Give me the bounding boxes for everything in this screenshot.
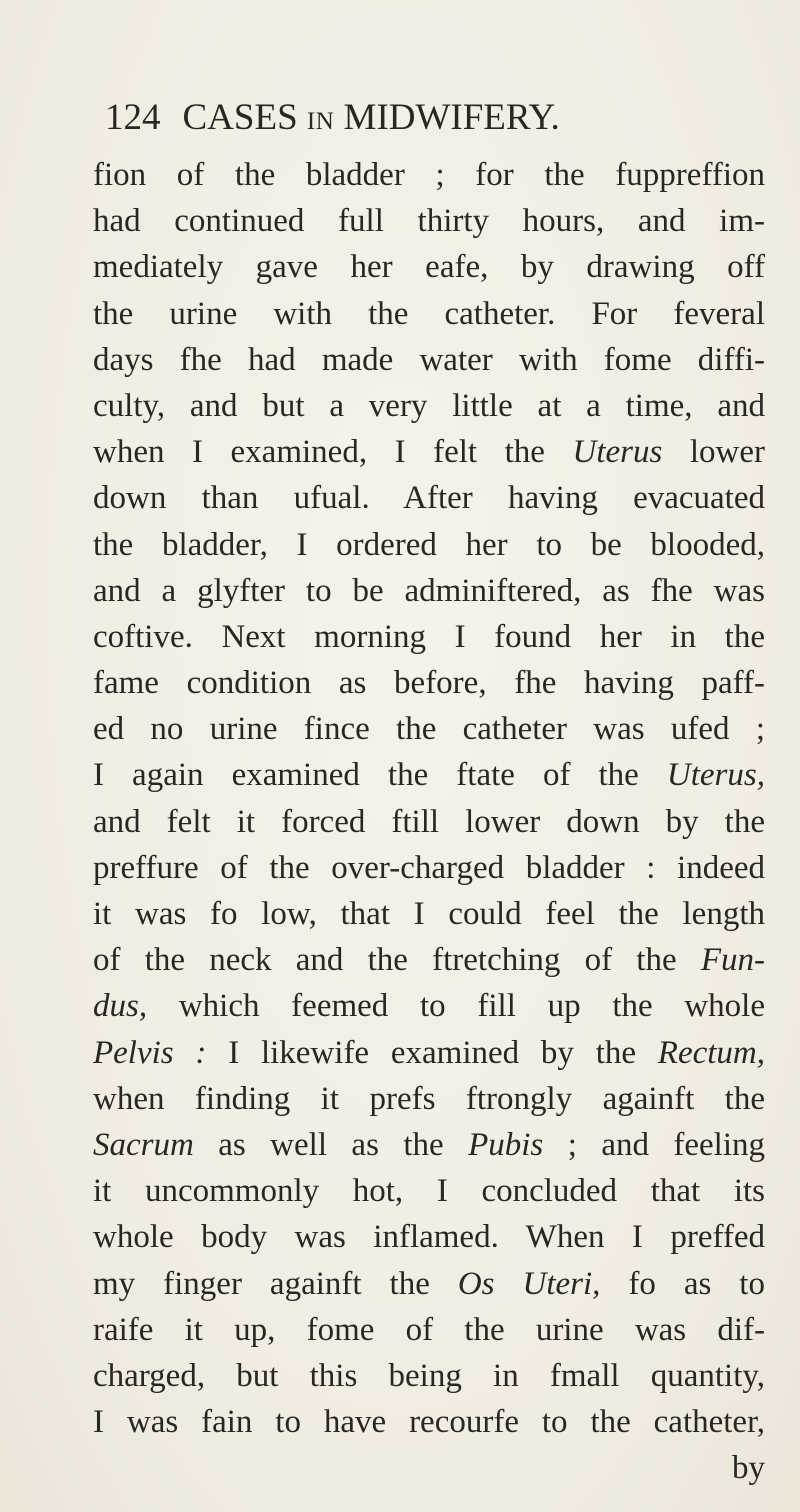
text-line bbox=[93, 1122, 765, 1168]
text-run: fo as to bbox=[600, 1265, 765, 1302]
header-title-part3: MIDWIFERY. bbox=[343, 97, 560, 138]
text-line bbox=[93, 152, 765, 198]
text-line bbox=[93, 1030, 765, 1076]
italic-term: Uterus bbox=[572, 434, 663, 471]
text-run: days fhe had made water with fome diffi- bbox=[93, 341, 765, 378]
text-line bbox=[93, 752, 765, 798]
text-line bbox=[93, 799, 765, 845]
text-line bbox=[93, 429, 765, 475]
text-run: it was fo low, that I could feel the length bbox=[93, 896, 765, 932]
text-run: my finger againft the bbox=[93, 1265, 458, 1302]
italic-term: Rectum, bbox=[657, 1034, 765, 1071]
italic-term: Os Uteri, bbox=[457, 1265, 601, 1302]
text-run: I likewife examined by the bbox=[206, 1034, 658, 1071]
text-run: it uncommonly hot, I concluded that its bbox=[93, 1173, 765, 1210]
text-run: coftive. Next morning I found her in the bbox=[93, 618, 765, 655]
text-line bbox=[93, 383, 765, 429]
text-run: when I examined, I felt the bbox=[93, 434, 573, 471]
body-text bbox=[93, 152, 765, 1491]
text-run: I again examined the ftate of the bbox=[93, 757, 667, 794]
text-run: I was fain to have recourfe to the catheter, bbox=[93, 1404, 765, 1441]
text-line bbox=[93, 1076, 765, 1122]
text-run: culty, and but a very little at a time, and bbox=[93, 387, 765, 424]
text-line bbox=[93, 1399, 765, 1445]
text-line bbox=[93, 522, 765, 568]
text-line bbox=[93, 614, 765, 660]
text-line bbox=[93, 1214, 765, 1260]
text-line bbox=[93, 244, 765, 290]
text-run: as well as the bbox=[193, 1126, 469, 1163]
text-line bbox=[93, 337, 765, 383]
italic-term: Pubis bbox=[468, 1126, 544, 1163]
text-run: raife it up, fome of the urine was dif- bbox=[93, 1311, 765, 1348]
text-run: when finding it prefs ftrongly againft the bbox=[93, 1080, 765, 1117]
text-run: had continued full thirty hours, and im- bbox=[93, 203, 765, 240]
text-run: and felt it forced ftill lower down by the bbox=[93, 803, 765, 840]
text-line bbox=[93, 568, 765, 614]
text-line bbox=[93, 1307, 765, 1353]
text-line bbox=[93, 475, 765, 521]
italic-term: Fun- bbox=[700, 942, 765, 979]
text-run: down than ufual. After having evacuated bbox=[93, 480, 765, 517]
italic-term: Sacrum bbox=[93, 1126, 194, 1163]
text-line bbox=[93, 198, 765, 244]
text-line bbox=[93, 891, 765, 937]
text-run: ; and feeling bbox=[543, 1126, 765, 1163]
text-run: and a glyfter to be adminiftered, as fhe was bbox=[93, 572, 765, 609]
italic-term: Pelvis : bbox=[93, 1034, 207, 1071]
text-run: fion of the bladder ; for the fuppreffion bbox=[93, 157, 765, 193]
running-header bbox=[105, 92, 755, 148]
text-run: the urine with the catheter. For feveral bbox=[93, 295, 765, 332]
text-line bbox=[93, 291, 765, 337]
text-line bbox=[93, 1168, 765, 1214]
text-run: preffure of the over-charged bladder : indeed bbox=[93, 849, 765, 886]
text-run: lower bbox=[662, 434, 765, 471]
text-run: charged, but this being in fmall quantity, bbox=[93, 1357, 765, 1394]
text-run: by bbox=[732, 1450, 765, 1487]
header-title-part2: IN bbox=[306, 108, 335, 135]
italic-term: Uterus, bbox=[666, 757, 765, 794]
italic-term: dus, bbox=[93, 988, 148, 1025]
text-run: which feemed to fill up the whole bbox=[147, 988, 765, 1025]
text-run: fame condition as before, fhe having paff- bbox=[93, 665, 765, 702]
text-line bbox=[93, 706, 765, 752]
text-run: the bladder, I ordered her to be blooded, bbox=[93, 526, 765, 563]
text-line bbox=[93, 1261, 765, 1307]
page-number: 124 bbox=[105, 97, 161, 138]
text-line bbox=[93, 983, 765, 1029]
text-run: ed no urine fince the catheter was ufed ; bbox=[93, 711, 765, 748]
text-line bbox=[93, 660, 765, 706]
text-line bbox=[93, 845, 765, 891]
text-line bbox=[93, 937, 765, 983]
text-run: of the neck and the ftretching of the bbox=[93, 942, 701, 979]
text-run: whole body was inflamed. When I preffed bbox=[93, 1219, 765, 1256]
text-line bbox=[93, 1445, 765, 1491]
text-run: mediately gave her eafe, by drawing off bbox=[93, 249, 765, 286]
text-line bbox=[93, 1353, 765, 1399]
header-title-part1: CASES bbox=[182, 97, 298, 138]
